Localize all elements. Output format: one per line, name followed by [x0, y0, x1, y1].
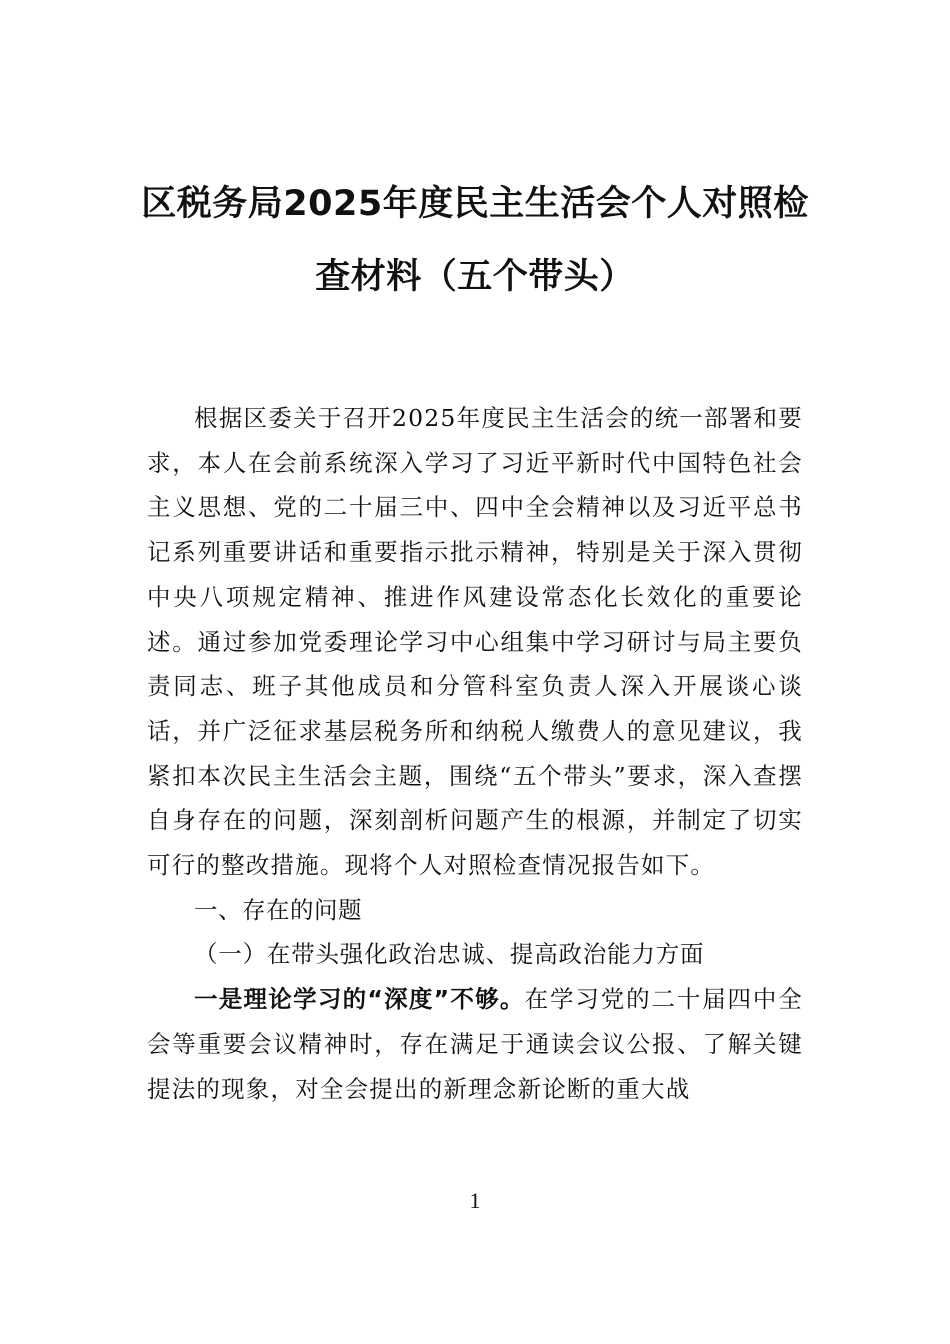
subsection-heading-political-loyalty: （一）在带头强化政治忠诚、提高政治能力方面: [194, 940, 705, 969]
document-body: [147, 396, 803, 1111]
point-lead: 一是理论学习的“深度”不够。: [194, 985, 525, 1014]
page-number: 1: [469, 1188, 481, 1213]
point-paragraph: [147, 977, 803, 1111]
point-text: 在学习党的二十届四中全会等重要会议精神时，存在满足于通读会议公报、了解关键提法的现象，对全会提出的新理念新论断的重大战: [147, 985, 803, 1103]
document-title: 区税务局2025年度民主生活会个人对照检查材料（五个带头）: [141, 184, 809, 297]
section-heading-problems: 一、存在的问题: [194, 895, 362, 924]
intro-paragraph: 根据区委关于召开2025年度民主生活会的统一部署和要求，本人在会前系统深入学习了习近平新时代中国特色社会主义思想、党的二十届三中、四中全会精神以及习近平总书记系列重要讲话和重要指示批示精神，特别是关于深入贯彻中央八项规定精神、推进作风建设常态化长效化的重要论述。通过参加党委理论学习中心组集中学习研讨与局主要负责同志、班子其他成员和分管科室负责人深入开展谈心谈话，并广泛征求基层税务所和纳税人缴费人的意见建议，我紧扣本次民主生活会主题，围绕“五个带头”要求，深入查摆自身存在的问题，深刻剖析问题产生的根源，并制定了切实可行的整改措施。现将个人对照检查情况报告如下。: [147, 404, 803, 880]
